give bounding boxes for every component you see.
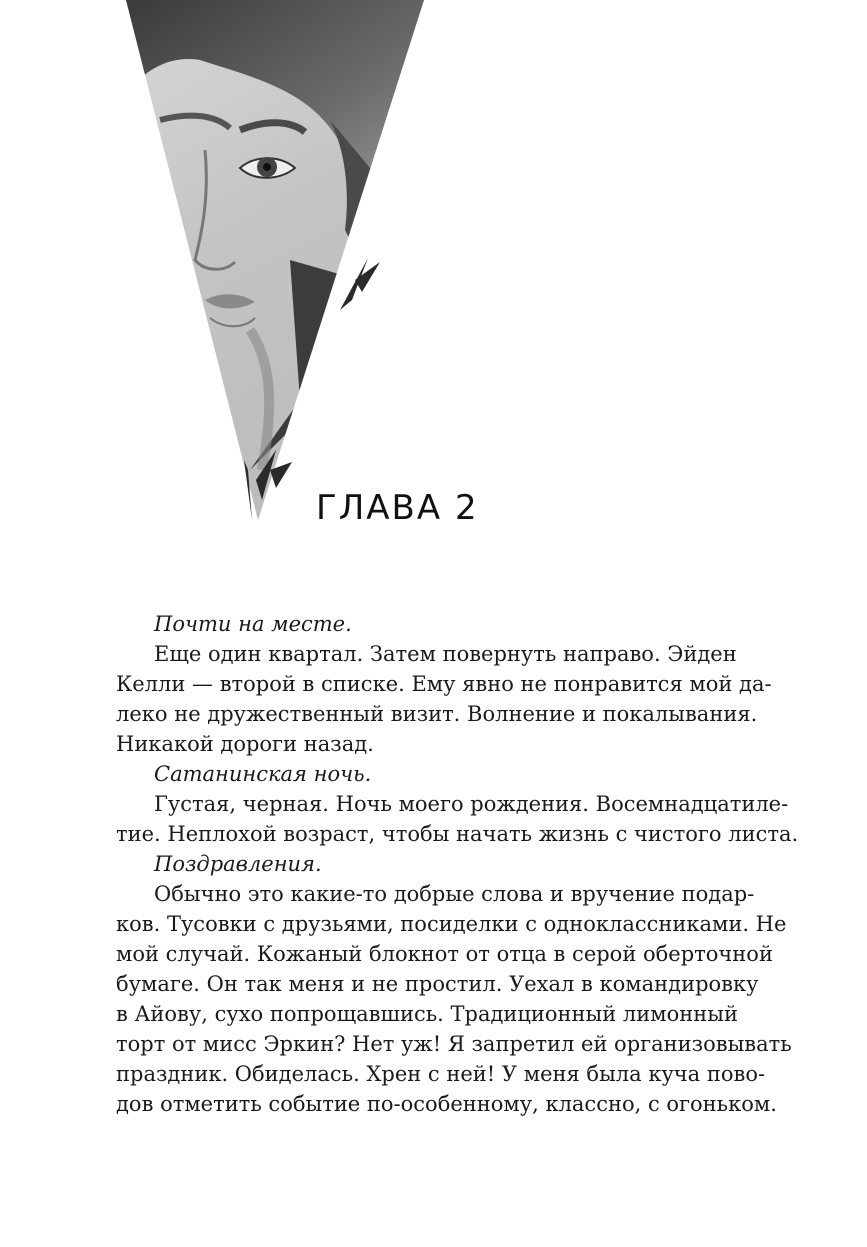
body-text bbox=[116, 609, 799, 1119]
text-line: Обычно это какие-то добрые слова и вручение подар- bbox=[154, 882, 755, 906]
text-line: праздник. Обиделась. Хрен с ней! У меня была куча пово- bbox=[116, 1062, 766, 1086]
text-line: Келли — второй в списке. Ему явно не понравится мой да- bbox=[116, 672, 772, 696]
portrait-illustration bbox=[0, 0, 867, 540]
text-line: дов отметить событие по-особенному, классно, с огоньком. bbox=[116, 1092, 777, 1116]
paragraph bbox=[116, 639, 772, 759]
italic-line: Поздравления. bbox=[154, 852, 322, 876]
chapter-title: ГЛАВА 2 bbox=[316, 488, 479, 528]
text-line: тие. Неплохой возраст, чтобы начать жизнь с чистого листа. bbox=[116, 822, 799, 846]
text-line: бумаге. Он так меня и не простил. Уехал в командировку bbox=[116, 972, 759, 996]
text-line: Никакой дороги назад. bbox=[116, 732, 374, 756]
italic-line: Почти на месте. bbox=[154, 612, 352, 636]
text-line: торт от мисс Эркин? Нет уж! Я запретил ей организовывать bbox=[116, 1032, 792, 1056]
paragraph bbox=[116, 879, 792, 1119]
paragraph bbox=[116, 849, 726, 879]
paragraph bbox=[116, 759, 726, 789]
text-line: Еще один квартал. Затем повернуть направо. Эйден bbox=[154, 642, 737, 666]
paragraph bbox=[116, 609, 726, 639]
portrait-face bbox=[120, 0, 430, 530]
paragraph bbox=[116, 789, 799, 849]
italic-line: Сатанинская ночь. bbox=[154, 762, 372, 786]
text-line: ков. Тусовки с друзьями, посиделки с одноклассниками. Не bbox=[116, 912, 787, 936]
text-line: мой случай. Кожаный блокнот от отца в серой оберточной bbox=[116, 942, 773, 966]
text-line: Густая, черная. Ночь моего рождения. Восемнадцатиле- bbox=[154, 792, 789, 816]
text-line: в Айову, сухо попрощавшись. Традиционный лимонный bbox=[116, 1002, 738, 1026]
text-line: леко не дружественный визит. Волнение и покалывания. bbox=[116, 702, 758, 726]
